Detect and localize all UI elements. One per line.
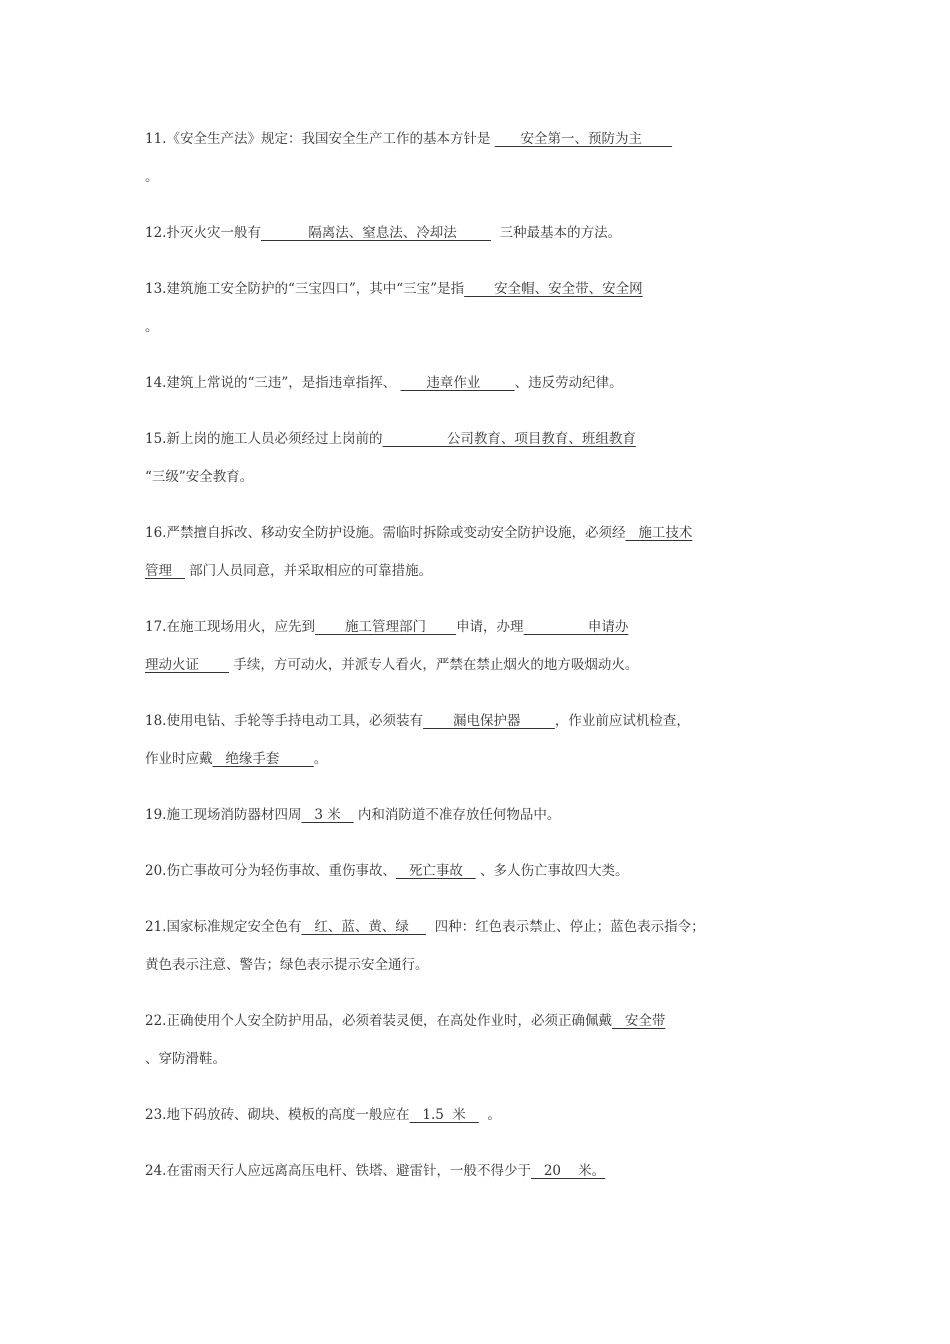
answer-blank: 管理 — [145, 563, 185, 579]
question-text: 14.建筑上常说的“三违”，是指违章指挥、 — [145, 375, 401, 391]
question-line — [145, 466, 253, 488]
question-line — [145, 372, 623, 394]
question-text: ，作业前应试机检查， — [554, 713, 690, 729]
question-line — [145, 428, 636, 450]
question-text: 手续，方可动火，并派专人看火，严禁在禁止烟火的地方吸烟动火。 — [229, 657, 639, 673]
question-text: 23.地下码放砖、砌块、模板的高度一般应在 — [145, 1107, 410, 1123]
question-line — [145, 1104, 501, 1126]
answer-blank: 施工管理部门 — [314, 619, 457, 635]
answer-blank: 安全帽、安全带、安全网 — [464, 281, 643, 297]
question-text: 作业时应戴 — [145, 751, 213, 767]
answer-blank: 隔离法、窒息法、冷却法 — [260, 225, 492, 241]
question-text: 11.《安全生产法》规定：我国安全生产工作的基本方针是 — [145, 131, 495, 147]
question-text: 内和消防道不准存放任何物品中。 — [353, 807, 561, 823]
question-text: 三种最基本的方法。 — [491, 225, 622, 241]
question-text: 17.在施工现场用火，应先到 — [145, 619, 315, 635]
question-text: 、违反劳动纪律。 — [514, 375, 623, 391]
question-line — [145, 616, 628, 638]
question-text: 。 — [145, 169, 159, 185]
question-line — [145, 522, 692, 544]
question-line — [145, 654, 638, 676]
answer-blank: 3 米 — [301, 807, 354, 823]
question-line — [145, 1048, 226, 1070]
answer-blank: 理动火证 — [145, 657, 230, 673]
answer-blank: 施工技术 — [625, 525, 693, 541]
question-text: 22.正确使用个人安全防护用品，必须着装灵便，在高处作业时，必须正确佩戴 — [145, 1013, 612, 1029]
question-text: 18.使用电钻、手轮等手持电动工具，必须装有 — [145, 713, 423, 729]
answer-blank: 公司教育、项目教育、班组教育 — [382, 431, 636, 447]
question-text: 16.严禁擅自拆改、移动安全防护设施。需临时拆除或变动安全防护设施，必须经 — [145, 525, 626, 541]
question-line — [145, 804, 560, 826]
question-text: 24.在雷雨天行人应远离高压电杆、铁塔、避雷针，一般不得少于 — [145, 1163, 531, 1179]
question-text: 申请，办理 — [456, 619, 524, 635]
question-line — [145, 860, 629, 882]
question-line — [145, 166, 159, 188]
question-line — [145, 222, 621, 244]
answer-blank: 安全带 — [611, 1013, 666, 1029]
question-line — [145, 1160, 605, 1182]
question-text: 、多人伤亡事故四大类。 — [475, 863, 629, 879]
question-text: 21.国家标准规定安全色有 — [145, 919, 302, 935]
question-text: 20.伤亡事故可分为轻伤事故、重伤事故、 — [145, 863, 396, 879]
question-line — [145, 560, 432, 582]
answer-blank: 红、蓝、黄、绿 — [301, 919, 427, 935]
answer-blank: 1.5 米 — [409, 1107, 479, 1123]
answer-blank: 申请办 — [523, 619, 629, 635]
question-line — [145, 128, 672, 150]
question-text: 12.扑灭火灾一般有 — [145, 225, 261, 241]
question-text: 15.新上岗的施工人员必须经过上岗前的 — [145, 431, 383, 447]
answer-blank: 绝缘手套 — [212, 751, 314, 767]
question-text: 、穿防滑鞋。 — [145, 1051, 226, 1067]
answer-blank: 安全第一、预防为主 — [494, 131, 673, 147]
answer-blank: 20 米。 — [530, 1163, 606, 1179]
question-line — [145, 748, 327, 770]
question-text: 四种：红色表示禁止、停止；蓝色表示指令； — [426, 919, 705, 935]
question-line — [145, 954, 429, 976]
answer-blank: 漏电保护器 — [422, 713, 555, 729]
answer-blank: 死亡事故 — [395, 863, 476, 879]
question-text: 。 — [478, 1107, 501, 1123]
question-line — [145, 710, 690, 732]
question-line — [145, 316, 159, 338]
question-text: “三级”安全教育。 — [145, 469, 254, 485]
question-line — [145, 278, 643, 300]
question-text: 部门人员同意，并采取相应的可靠措施。 — [184, 563, 433, 579]
question-text: 。 — [145, 319, 159, 335]
question-text: 黄色表示注意、警告；绿色表示提示安全通行。 — [145, 957, 429, 973]
question-text: 19.施工现场消防器材四周 — [145, 807, 302, 823]
question-text: 。 — [313, 751, 328, 767]
question-text: 13.建筑施工安全防护的“三宝四口”，其中“三宝”是指 — [145, 281, 465, 297]
question-line — [145, 916, 705, 938]
answer-blank: 违章作业 — [400, 375, 515, 391]
question-line — [145, 1010, 665, 1032]
